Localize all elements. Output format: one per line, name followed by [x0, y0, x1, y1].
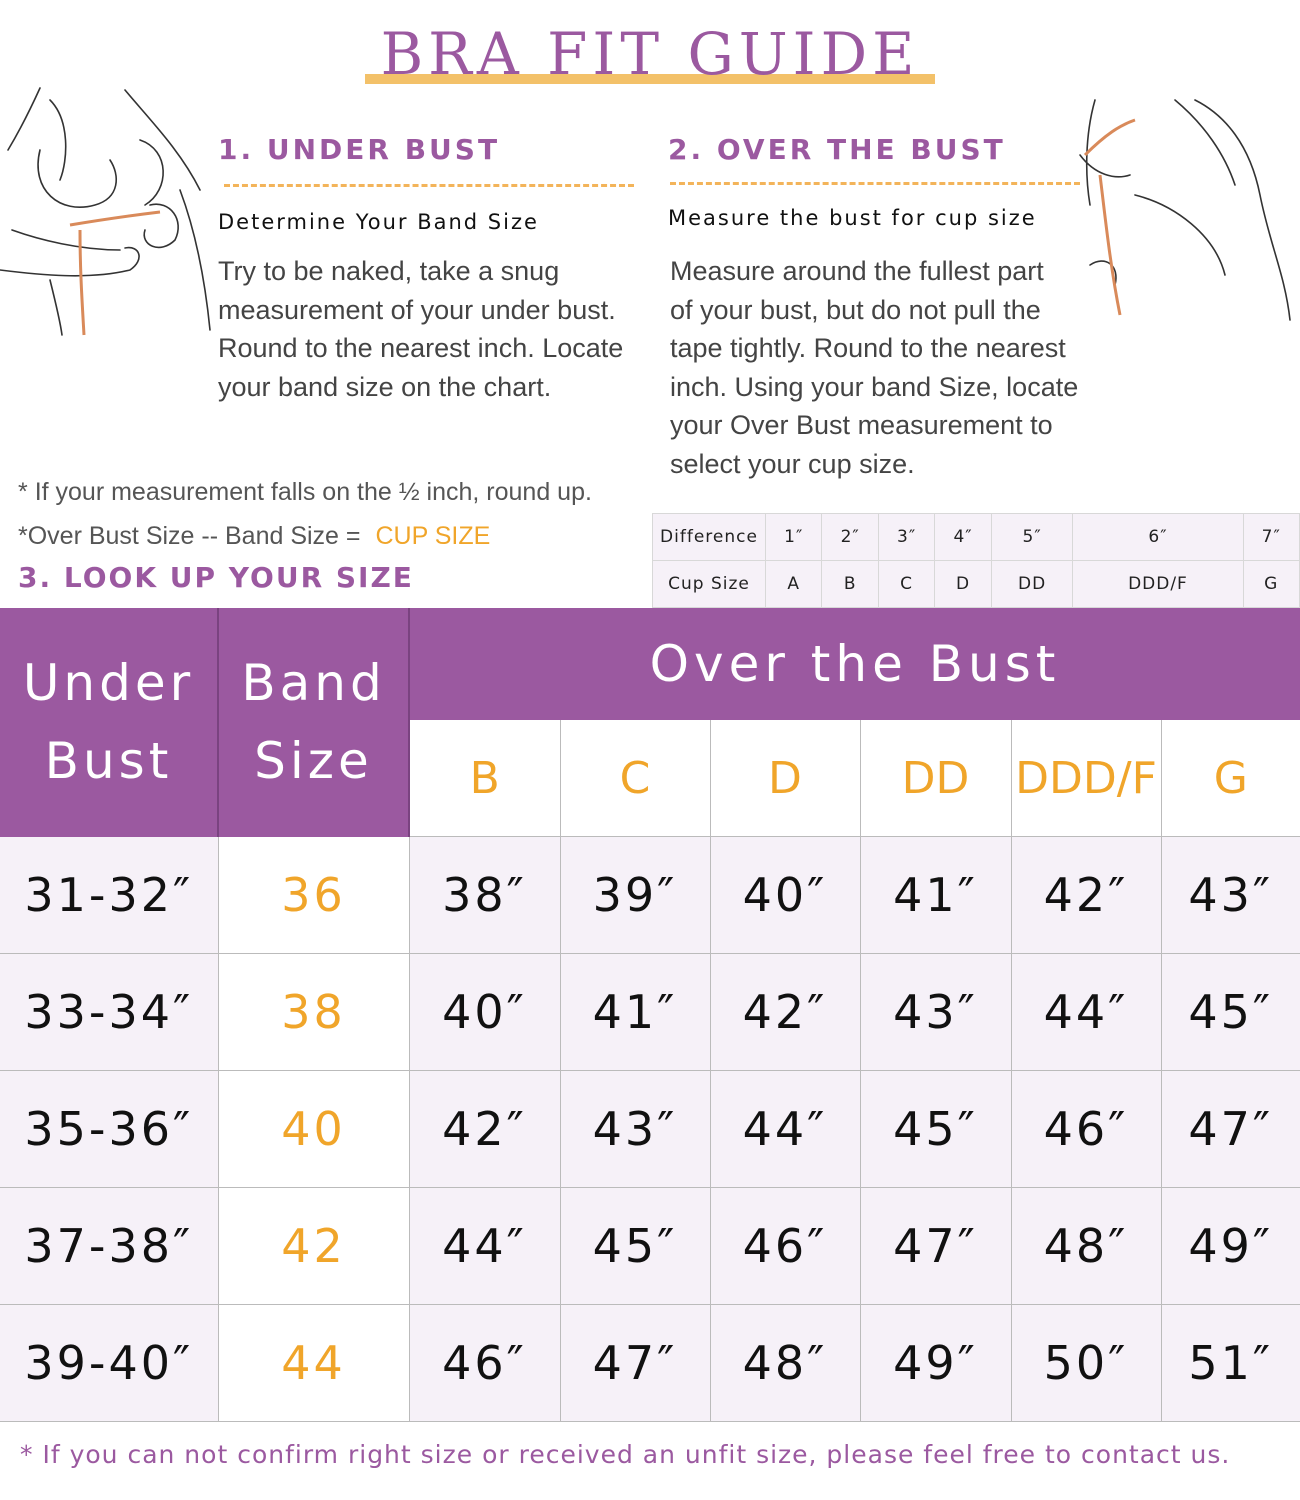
look-up-heading: 3. LOOK UP YOUR SIZE	[18, 561, 414, 594]
cup-header-cell: B	[409, 720, 560, 837]
tape-measure	[80, 230, 84, 335]
over-bust-cell: 46″	[710, 1188, 860, 1305]
under-bust-cell: 37-38″	[0, 1188, 218, 1305]
over-bust-heading: 2. OVER THE BUST	[668, 133, 1006, 166]
table-row	[0, 1071, 1300, 1188]
cup-cell: DD	[991, 561, 1073, 608]
header-line: Bust	[44, 732, 173, 791]
body-outline	[50, 100, 66, 180]
over-bust-cell: 47″	[860, 1188, 1011, 1305]
dashed-divider	[224, 184, 634, 187]
over-bust-cell: 42″	[710, 954, 860, 1071]
over-bust-cell: 46″	[1011, 1071, 1161, 1188]
difference-cell: 4″	[935, 514, 991, 561]
table-row	[0, 1305, 1300, 1422]
under-bust-cell: 33-34″	[0, 954, 218, 1071]
under-bust-instructions	[218, 252, 658, 406]
over-bust-cell: 47″	[560, 1305, 710, 1422]
instruction-line: select your cup size.	[670, 448, 915, 479]
hand-outline	[144, 204, 178, 247]
difference-cell: 3″	[878, 514, 934, 561]
cup-size-row	[653, 561, 1300, 608]
asterisk: *	[18, 522, 28, 550]
over-bust-cell: 44″	[409, 1188, 560, 1305]
half-inch-text: If your measurement falls on the ½ inch, round up.	[34, 478, 592, 506]
table-row	[0, 837, 1300, 954]
cup-header-cell: DD	[860, 720, 1011, 837]
over-bust-cell: 51″	[1161, 1305, 1300, 1422]
over-bust-cell: 48″	[710, 1305, 860, 1422]
breast-outline	[140, 140, 163, 205]
over-bust-cell: 41″	[560, 954, 710, 1071]
contact-footer-note: * If you can not confirm right size or received an unfit size, please feel free to contact us.	[20, 1440, 1231, 1469]
under-bust-heading: 1. UNDER BUST	[218, 133, 501, 166]
instruction-line: Try to be naked, take a snug	[218, 256, 560, 286]
body-outline	[1195, 100, 1290, 320]
band-size-cell: 44	[218, 1305, 409, 1422]
over-bust-cell: 43″	[860, 954, 1011, 1071]
over-bust-cell: 42″	[409, 1071, 560, 1188]
instruction-line: tape tightly. Round to the nearest	[670, 333, 1066, 363]
difference-cell: 1″	[766, 514, 822, 561]
over-bust-instructions	[670, 252, 1110, 483]
dashed-divider	[670, 182, 1080, 185]
half-inch-note	[18, 478, 592, 507]
instruction-line: of your bust, but do not pull the	[670, 294, 1041, 325]
cup-cell: G	[1243, 561, 1300, 608]
formula-result: CUP SIZE	[375, 522, 491, 550]
over-bust-cell: 45″	[1161, 954, 1300, 1071]
body-outline	[180, 190, 210, 330]
body-outline	[50, 280, 62, 335]
body-outline	[8, 88, 40, 150]
cup-cell: D	[935, 561, 991, 608]
cup-cell: C	[878, 561, 934, 608]
size-chart-table	[0, 608, 1300, 1422]
cup-header-cell: C	[560, 720, 710, 837]
tape-measure	[70, 212, 160, 225]
cup-cell: A	[766, 561, 822, 608]
over-bust-cell: 49″	[1161, 1188, 1300, 1305]
over-bust-cell: 45″	[560, 1188, 710, 1305]
arm-outline	[1175, 100, 1235, 185]
header-line: Under	[22, 654, 195, 713]
under-bust-cell: 35-36″	[0, 1071, 218, 1188]
under-bust-cell: 31-32″	[0, 837, 218, 954]
cup-cell: DDD/F	[1073, 561, 1243, 608]
over-bust-cell: 49″	[860, 1305, 1011, 1422]
header-line: Band	[241, 654, 386, 713]
over-the-bust-header: Over the Bust	[409, 608, 1300, 720]
tape-measure	[1085, 120, 1135, 155]
instruction-line: measurement of your under bust.	[218, 294, 616, 325]
instruction-line: your band size on the chart.	[218, 371, 552, 402]
over-bust-cell: 48″	[1011, 1188, 1161, 1305]
cup-header-cell: DDD/F	[1011, 720, 1161, 837]
over-bust-cell: 44″	[1011, 954, 1161, 1071]
over-bust-cell: 43″	[1161, 837, 1300, 954]
difference-cell: 5″	[991, 514, 1073, 561]
table-header-row	[0, 608, 1300, 720]
table-row	[0, 1188, 1300, 1305]
breast-outline	[1135, 195, 1225, 275]
over-bust-cell: 38″	[409, 837, 560, 954]
cup-header-cell: D	[710, 720, 860, 837]
table-row	[0, 954, 1300, 1071]
over-bust-cell: 40″	[710, 837, 860, 954]
page-title: BRA FIT GUIDE	[380, 20, 920, 88]
cup-difference-table	[652, 513, 1300, 608]
arm-outline	[0, 248, 139, 276]
difference-cell: 6″	[1073, 514, 1243, 561]
formula-text: Over Bust Size -- Band Size =	[27, 522, 361, 550]
instruction-line: Round to the nearest inch. Locate	[218, 333, 624, 363]
over-bust-cell: 46″	[409, 1305, 560, 1422]
difference-label: Difference	[653, 514, 766, 561]
cup-cell: B	[822, 561, 878, 608]
over-bust-cell: 50″	[1011, 1305, 1161, 1422]
over-bust-cell: 45″	[860, 1071, 1011, 1188]
band-size-column-header	[218, 608, 409, 837]
difference-row	[653, 514, 1300, 561]
band-size-cell: 42	[218, 1188, 409, 1305]
over-bust-subheading: Measure the bust for cup size	[668, 206, 1037, 230]
under-bust-subheading: Determine Your Band Size	[218, 210, 539, 234]
over-bust-cell: 42″	[1011, 837, 1161, 954]
cup-formula-note	[18, 522, 490, 551]
instruction-line: Measure around the fullest part	[670, 256, 1044, 286]
header-line: Size	[254, 732, 373, 791]
instruction-line: your Over Bust measurement to	[670, 410, 1053, 440]
asterisk: *	[18, 478, 28, 506]
difference-cell: 2″	[822, 514, 878, 561]
breast-outline	[38, 150, 116, 207]
over-bust-cell: 40″	[409, 954, 560, 1071]
over-bust-cell: 47″	[1161, 1071, 1300, 1188]
over-bust-cell: 43″	[560, 1071, 710, 1188]
instruction-line: inch. Using your band Size, locate	[670, 371, 1079, 402]
cup-header-cell: G	[1161, 720, 1300, 837]
under-bust-cell: 39-40″	[0, 1305, 218, 1422]
cup-size-label: Cup Size	[653, 561, 766, 608]
under-bust-illustration	[0, 80, 220, 340]
band-size-cell: 36	[218, 837, 409, 954]
difference-cell: 7″	[1243, 514, 1300, 561]
over-bust-cell: 39″	[560, 837, 710, 954]
band-size-cell: 38	[218, 954, 409, 1071]
over-bust-cell: 41″	[860, 837, 1011, 954]
over-bust-cell: 44″	[710, 1071, 860, 1188]
arm-outline	[12, 230, 120, 250]
under-bust-column-header	[0, 608, 218, 837]
band-size-cell: 40	[218, 1071, 409, 1188]
